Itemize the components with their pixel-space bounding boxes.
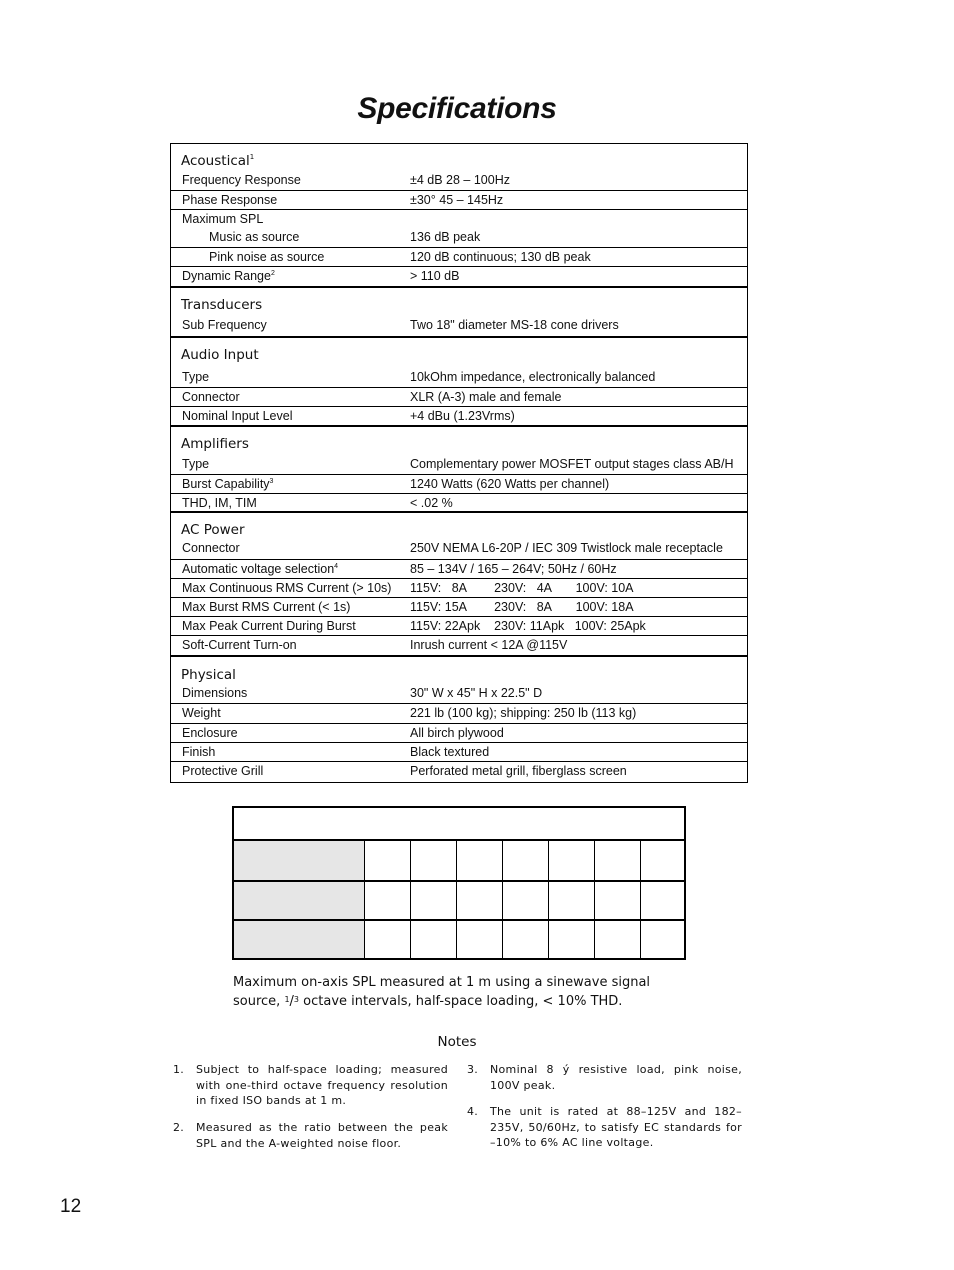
- spec-label: Protective Grill: [182, 764, 264, 778]
- section-physical: [171, 655, 747, 784]
- spec-label: Burst Capability$^3$: [182, 477, 274, 491]
- spec-value: Black textured: [410, 745, 490, 759]
- note-item: 3. Nominal 8 ý resistive load, pink noise, 100V peak.: [467, 1063, 742, 1092]
- spec-value: 115V: 15A 230V: 8A 100V: 18A: [410, 600, 634, 614]
- spec-label: Weight: [182, 706, 221, 720]
- spec-label: Finish: [182, 745, 216, 759]
- spec-value: 250V NEMA L6-20P / IEC 309 Twistlock male receptacle: [410, 541, 723, 555]
- spec-value: 30" W x 45" H x 22.5" D: [410, 686, 543, 700]
- spec-label: Type: [182, 370, 210, 384]
- specifications-table: [170, 143, 748, 783]
- grid-divider: [234, 880, 684, 882]
- spec-row: [171, 493, 747, 513]
- grid-column: [410, 841, 456, 958]
- grid-column: [502, 841, 548, 958]
- spec-value: +4 dBu (1.23Vrms): [410, 409, 515, 423]
- spec-value: 115V: 8A 230V: 4A 100V: 10A: [410, 581, 634, 595]
- grid-column: [640, 841, 684, 958]
- spec-label: Max Continuous RMS Current (> 10s): [182, 581, 392, 595]
- spec-label: THD, IM, TIM: [182, 496, 257, 510]
- grid-column: [548, 841, 594, 958]
- section-amplifiers: [171, 425, 747, 513]
- grid-header-row: [234, 808, 684, 841]
- spec-label: Connector: [182, 390, 240, 404]
- section-acoustical: [171, 144, 747, 287]
- spec-label: Dynamic Range$^2$: [182, 269, 275, 283]
- spec-row: [171, 209, 747, 229]
- spec-row: [171, 742, 747, 762]
- spec-value: 10kOhm impedance, electronically balanced: [410, 370, 656, 384]
- spec-value: XLR (A-3) male and female: [410, 390, 562, 404]
- grid-column: [456, 841, 502, 958]
- spec-row: [171, 539, 747, 558]
- spec-label: Nominal Input Level: [182, 409, 293, 423]
- spec-value: ±4 dB 28 – 100Hz: [410, 173, 510, 187]
- spec-row: [171, 578, 747, 598]
- spec-row: [171, 597, 747, 617]
- spec-row: [171, 316, 747, 335]
- spec-value: Complementary power MOSFET output stages class AB/H: [410, 457, 734, 471]
- spec-value: 120 dB continuous; 130 dB peak: [410, 250, 591, 264]
- note-item: 4. The unit is rated at 88–125V and 182–235V, 50/60Hz, to satisfy EC standards for –10% to 6% AC line voltage.: [467, 1105, 742, 1149]
- spec-value: Perforated metal grill, fiberglass screen: [410, 764, 627, 778]
- section-title: Physical: [181, 667, 236, 683]
- spec-row: [171, 266, 747, 286]
- note-item: 1. Subject to half-space loading; measured with one-third octave frequency resolution in fixed ISO bands at 1 m.: [173, 1063, 448, 1107]
- spec-row: [171, 455, 747, 474]
- spec-label: Connector: [182, 541, 240, 555]
- notes-title: Notes: [437, 1034, 477, 1050]
- spec-row: [171, 703, 747, 723]
- page-title: Specifications: [357, 92, 557, 125]
- section-title: Transducers: [181, 297, 263, 313]
- spec-label: Dimensions: [182, 686, 248, 700]
- spec-row: [171, 474, 747, 494]
- spec-label: Max Burst RMS Current (< 1s): [182, 600, 351, 614]
- note-item: 2. Measured as the ratio between the peak SPL and the A-weighted noise floor.: [173, 1121, 448, 1150]
- section-title: AC Power: [181, 522, 245, 538]
- spec-row: [171, 635, 747, 655]
- spec-label: Pink noise as source: [209, 250, 325, 264]
- section-transducers: [171, 286, 747, 338]
- spl-grid-table: [232, 806, 686, 960]
- page-number: 12: [60, 1196, 82, 1217]
- spec-row: [171, 616, 747, 636]
- spec-label: Type: [182, 457, 210, 471]
- spec-value: All birch plywood: [410, 726, 504, 740]
- spec-row: [171, 723, 747, 743]
- section-title: Audio Input: [181, 347, 259, 363]
- spec-label: Frequency Response: [182, 173, 301, 187]
- spec-row: [171, 247, 747, 267]
- spec-value: 115V: 22Apk 230V: 11Apk 100V: 25Apk: [410, 619, 646, 633]
- spec-label: Automatic voltage selection$^4$: [182, 562, 339, 576]
- section-audio-input: [171, 336, 747, 427]
- spec-label: Phase Response: [182, 193, 278, 207]
- grid-divider: [234, 919, 684, 921]
- section-title: Acoustical$^1$: [181, 153, 255, 169]
- spec-value: 136 dB peak: [410, 230, 481, 244]
- spec-label: Music as source: [209, 230, 300, 244]
- spec-row: [171, 368, 747, 387]
- grid-column: [364, 841, 410, 958]
- spec-value: Two 18" diameter MS-18 cone drivers: [410, 318, 619, 332]
- section-title: Amplifiers: [181, 436, 249, 452]
- grid-label-cell: [234, 841, 364, 881]
- section-ac-power: [171, 511, 747, 657]
- grid-label-cell: [234, 921, 364, 958]
- spl-caption: Maximum on-axis SPL measured at 1 m using a sinewave signal source, $^1$/$^3$ octave intervals, half-space loading, < 10% THD.: [233, 975, 651, 1009]
- spec-label: Soft-Current Turn-on: [182, 638, 297, 652]
- spec-label: Maximum SPL: [182, 212, 264, 226]
- spec-row: [171, 761, 747, 781]
- spec-value: > 110 dB: [410, 269, 460, 283]
- spec-value: 1240 Watts (620 Watts per channel): [410, 477, 610, 491]
- spec-row: [171, 171, 747, 190]
- spec-row: [171, 387, 747, 407]
- spec-label: Sub Frequency: [182, 318, 267, 332]
- spec-value: 221 lb (100 kg); shipping: 250 lb (113 kg): [410, 706, 637, 720]
- spec-value: ±30° 45 – 145Hz: [410, 193, 504, 207]
- spec-row: [171, 406, 747, 426]
- spec-value: < .02 %: [410, 496, 453, 510]
- spec-row: [171, 228, 747, 247]
- spec-value: 85 – 134V / 165 – 264V; 50Hz / 60Hz: [410, 562, 617, 576]
- spec-label: Max Peak Current During Burst: [182, 619, 356, 633]
- grid-label-cell: [234, 882, 364, 921]
- spec-row: [171, 559, 747, 579]
- grid-column: [594, 841, 640, 958]
- spec-value: Inrush current < 12A @115V: [410, 638, 568, 652]
- spec-row: [171, 684, 747, 703]
- spec-label: Enclosure: [182, 726, 238, 740]
- spec-row: [171, 190, 747, 210]
